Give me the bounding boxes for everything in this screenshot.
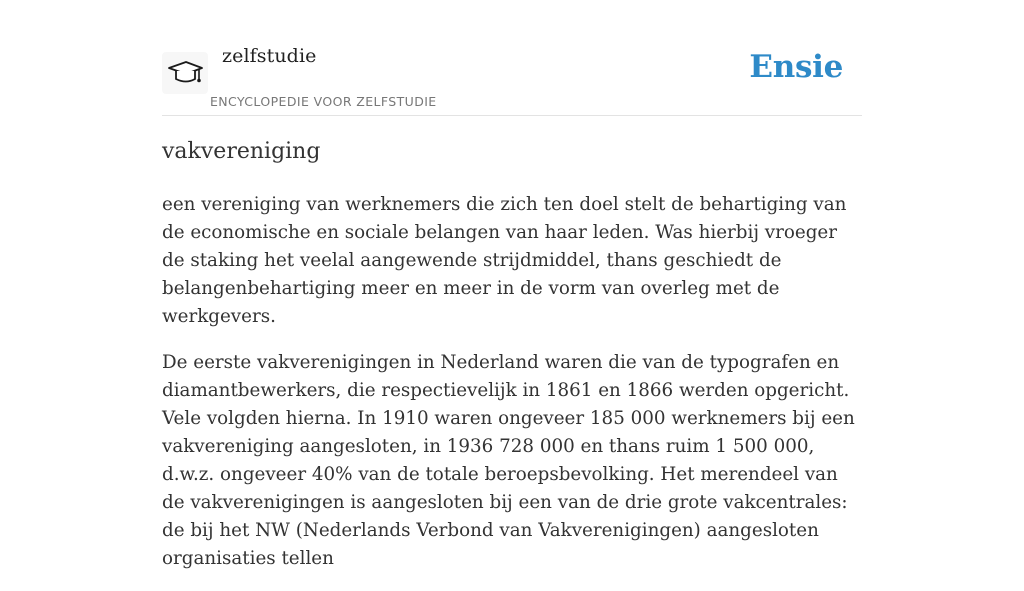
source-subtitle: ENCYCLOPEDIE VOOR ZELFSTUDIE bbox=[210, 94, 437, 109]
source-name-link[interactable]: zelfstudie bbox=[222, 45, 317, 67]
article-content bbox=[162, 191, 862, 591]
page-title: vakvereniging bbox=[162, 139, 321, 164]
brand-logo-link[interactable]: Ensie bbox=[749, 49, 843, 85]
article-paragraph: een vereniging van werknemers die zich ten doel stelt de behartiging van de economische en sociale belangen van haar leden. Was hierbij vroeger de staking het veelal aangewende strijdmiddel, thans geschiedt de belangenbehartiging meer en meer in de vorm van overleg met de werkgevers. bbox=[162, 194, 847, 327]
article-paragraph: De eerste vakverenigingen in Nederland waren die van de typografen en diamantbewerkers, die respectievelijk in 1861 en 1866 werden opgericht. Vele volgden hierna. In 1910 waren ongeveer 185 000 werknemers bij een vakvereniging aangesloten, in 1936 728 000 en thans ruim 1 500 000, d.w.z. ongeveer 40% van de totale beroepsbevolking. Het merendeel van de vakverenigingen is aangesloten bij een van de drie grote vakcentrales: de bij het NW (Nederlands Verbond van Vakverenigingen) aangesloten organisaties tellen bbox=[162, 352, 855, 569]
main-container bbox=[162, 0, 862, 569]
header bbox=[162, 0, 862, 116]
source-logo[interactable] bbox=[162, 52, 208, 94]
graduation-cap-icon bbox=[167, 58, 203, 88]
